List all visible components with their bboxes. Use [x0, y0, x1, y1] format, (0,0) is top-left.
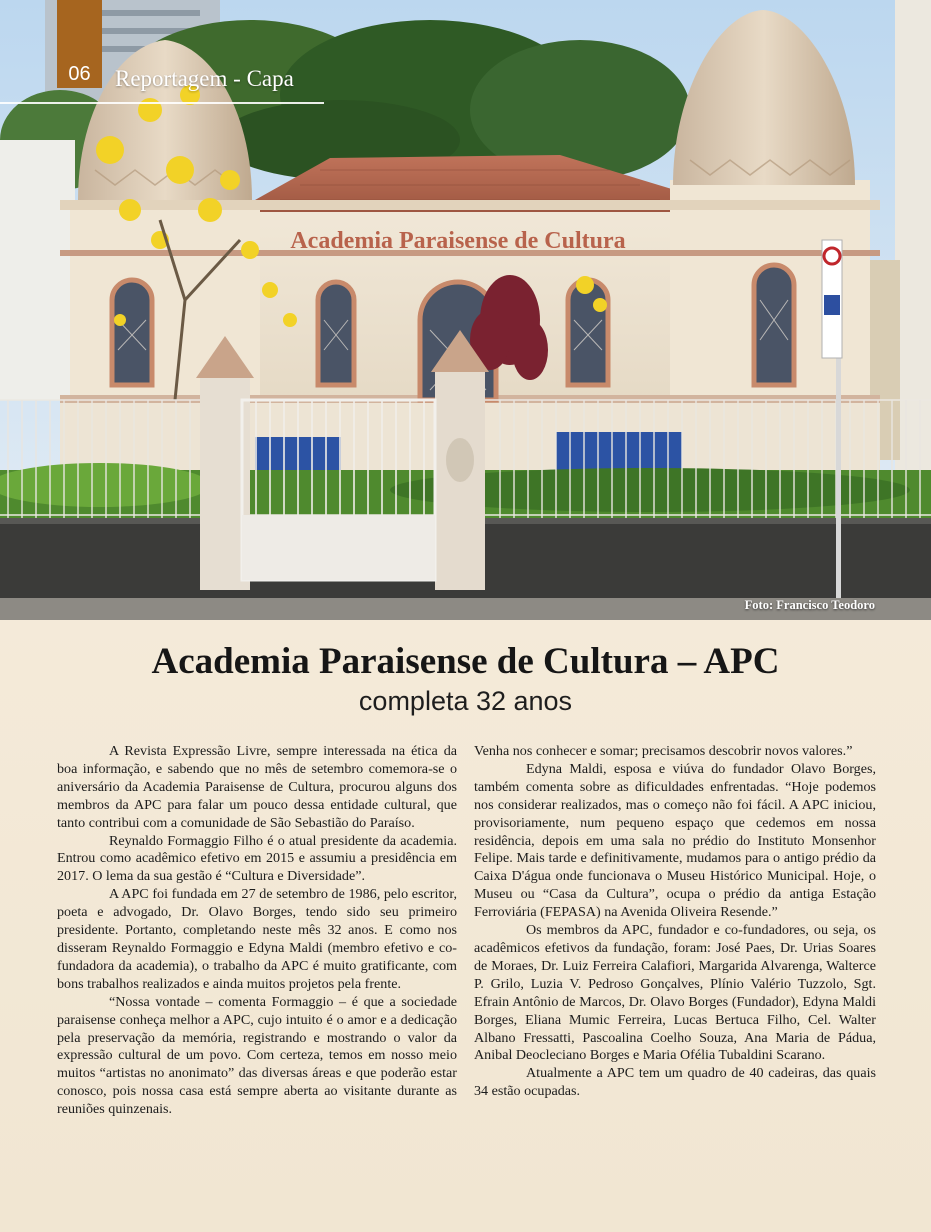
section-rule: [0, 102, 324, 104]
paragraph: Reynaldo Formaggio Filho é o atual presidente da academia. Entrou como acadêmico efetivo em 2015 e assumiu a presidência em 2017. O lema da sua gestão é “Cultura e Diversidade”.: [57, 832, 457, 885]
paragraph: Os membros da APC, fundador e co-fundadores, ou seja, os acadêmicos efetivos da fundação, foram: José Paes, Dr. Urias Soares de Moraes, Dr. Luiz Ferreira Calafiori, Margarida Alvarenga, Walterce P. Grilo, Luzia V. Pedroso Gonçalves, Plínio Valério Tuzzolo, Sgt. Efrain Antônio de Marcos, Dr. Olavo Borges (Fundador), Edyna Maldi Borges, Eliana Mumic Ferreira, Lucas Bertuca Filho, Cel. Walter Albano Fressatti, Pascoalina Coelho Souza, Ana Maria de Pádua, Anibal Deocleciano Borges e Maria Ofélia Tubaldini Scarano.: [474, 922, 876, 1064]
article-subtitle: completa 32 anos: [358, 686, 573, 716]
paragraph: “Nossa vontade – comenta Formaggio – é que a sociedade paraisense conheça melhor a APC, cujo intuito é o amor e a dedicação pela preservação da memória, registrando e mostrando o valor da expressão cultural de um povo. Com certeza, temos em nosso meio muitos “artistas no anonimato” das diversas áreas e que poderão estar conosco, pois nossa casa está sempre aberta ao visitante durante as reuniões quinzenais.: [57, 993, 457, 1118]
article-column-left: [57, 743, 457, 1119]
paragraph: A Revista Expressão Livre, sempre interessada na ética da boa informação, e sabendo que no mês de setembro comemora-se o aniversário da Academia Paraisense de Cultura, procurou alguns dos membros da APC para falar um pouco dessa entidade cultural, que tanto contribui com a comunidade de São Sebastião do Paraíso.: [57, 743, 457, 831]
facade-sign: Academia Paraisense de Cultura: [290, 228, 626, 254]
paragraph: Venha nos conhecer e somar; precisamos descobrir novos valores.”: [474, 743, 853, 759]
paragraph: Edyna Maldi, esposa e viúva do fundador Olavo Borges, também comenta sobre as dificuldades enfrentadas. “Hoje podemos nos considerar realizados, mas o começo não foi fácil. A APC iniciou, provisoriamente, num pequeno espaço que cedemos em nossa residência, depois em uma sala no prédio do Instituto Monsenhor Felipe. Mais tarde e definitivamente, mudamos para o antigo prédio da Caixa D'água onde funcionava o Museu Histórico Municipal. Hoje, o Museu ou “Casa da Cultura”, ocupa o prédio da antiga Estação Ferroviária (FEPASA) na Avenida Oliveira Resende.”: [474, 760, 876, 921]
photo-credit: Foto: Francisco Teodoro: [744, 598, 875, 612]
paragraph: A APC foi fundada em 27 de setembro de 1986, pelo escritor, poeta e advogado, Dr. Olavo Borges, tendo sido seu primeiro presidente. Portanto, completando neste mês 32 anos. E como nos disseram Reynaldo Formaggio e Edyna Maldi (membro efetivo e co-fundadora da academia), o trabalho da APC é muito gratificante, com bons trabalhos realizados e ainda muitos projetos pela frente.: [57, 886, 457, 992]
section-title: Reportagem - Capa: [115, 66, 294, 91]
page-number: 06: [68, 63, 91, 85]
article-column-right: [474, 743, 876, 1101]
paragraph: Atualmente a APC tem um quadro de 40 cadeiras, das quais 34 estão ocupadas.: [474, 1065, 876, 1100]
page-number-tab: [57, 0, 102, 88]
article-title: Academia Paraisense de Cultura – APC: [151, 641, 780, 682]
